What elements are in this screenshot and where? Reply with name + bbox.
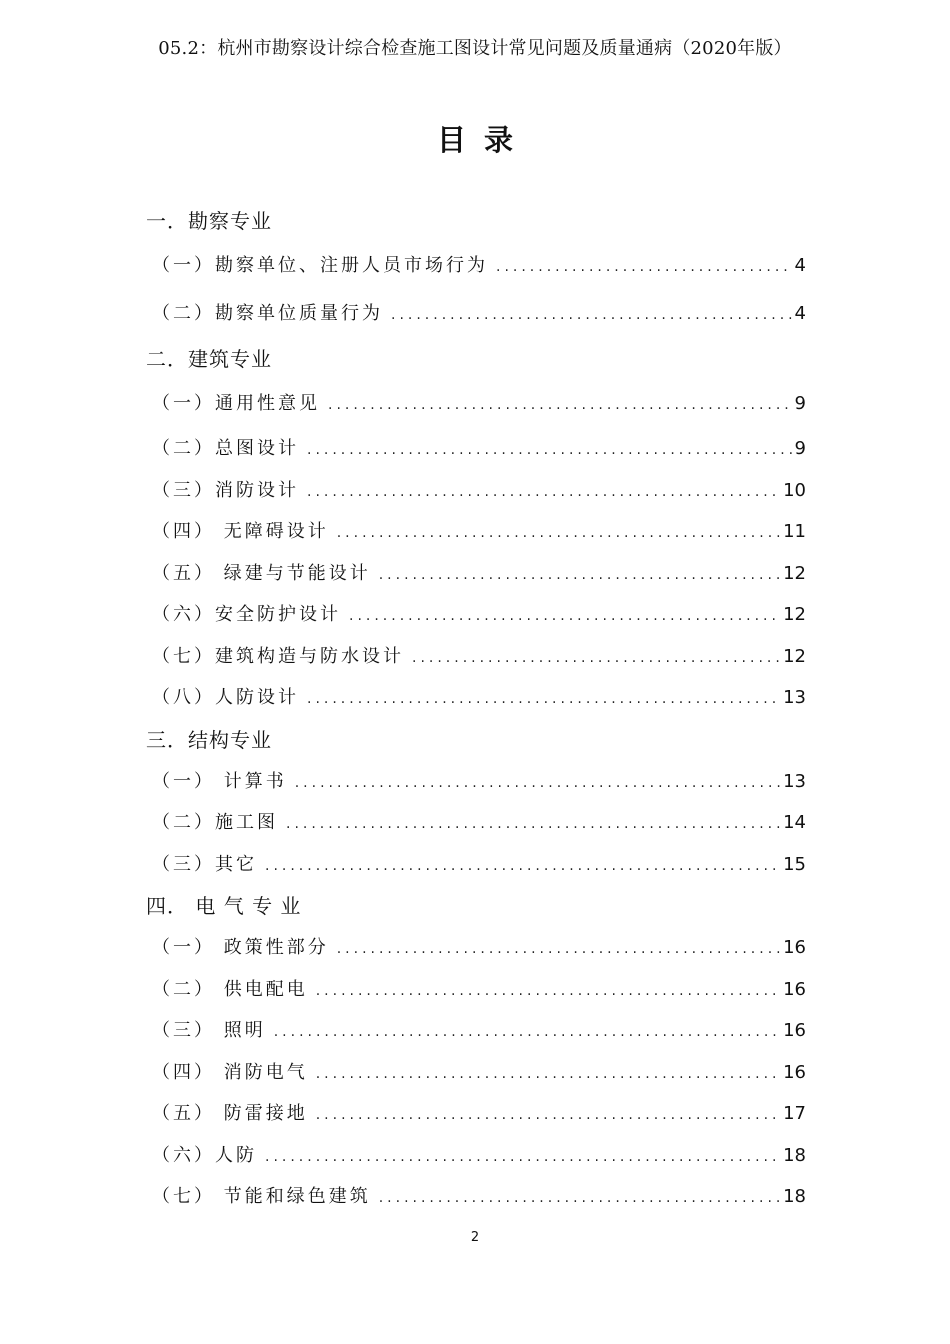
dot-leader [265, 1137, 781, 1179]
toc-entry[interactable] [146, 553, 806, 595]
toc-entry-page: 17 [783, 1103, 806, 1124]
dot-leader [265, 846, 781, 888]
dot-leader [316, 1095, 781, 1137]
dot-leader [337, 929, 781, 971]
toc-entry[interactable] [146, 1093, 806, 1135]
toc-entry[interactable] [146, 594, 806, 636]
dot-leader [391, 291, 793, 339]
toc-entry-label: （二）施工图 [152, 812, 278, 833]
toc-entry-label: （三） 照明 [152, 1020, 266, 1041]
document-header: 05.2：杭州市勘察设计综合检查施工图设计常见问题及质量通病（2020年版） [158, 38, 792, 59]
toc-entry-label: （六）安全防护设计 [152, 604, 341, 625]
section-heading-survey[interactable]: 一．勘察专业 [146, 209, 272, 233]
toc-entry-label: （七）建筑构造与防水设计 [152, 645, 404, 667]
toc-entry-label: （一） 计算书 [152, 770, 287, 792]
toc-entry-label: （五） 绿建与节能设计 [152, 562, 371, 584]
toc-entry-label: （二） 供电配电 [152, 978, 308, 1000]
toc-entry-page: 9 [794, 393, 806, 414]
toc-entry-label: （五） 防雷接地 [152, 1103, 308, 1124]
toc-entry[interactable] [146, 927, 806, 969]
section-heading-architecture[interactable]: 二．建筑专业 [146, 347, 272, 371]
toc-entry-page: 13 [783, 687, 806, 708]
toc-entry-page: 4 [794, 303, 806, 324]
toc-entry-label: （一） 政策性部分 [152, 937, 329, 958]
dot-leader [379, 555, 781, 597]
toc-entry[interactable] [146, 844, 806, 886]
toc-entry[interactable] [146, 761, 806, 803]
toc-entry-page: 14 [783, 812, 806, 833]
toc-entry[interactable] [146, 290, 806, 338]
toc-entry[interactable] [146, 1010, 806, 1052]
toc-entry-label: （七） 节能和绿色建筑 [152, 1186, 371, 1207]
dot-leader [307, 679, 781, 721]
toc-entry-label: （八）人防设计 [152, 687, 299, 708]
toc-entry-page: 12 [783, 562, 806, 584]
toc-entry-page: 18 [783, 1186, 806, 1207]
toc-entry-page: 13 [783, 770, 806, 792]
toc-entry-page: 15 [783, 853, 806, 875]
toc-entry-label: （六）人防 [152, 1144, 257, 1166]
toc-entry[interactable] [146, 636, 806, 678]
page-number: 2 [470, 1230, 480, 1245]
toc-entry[interactable] [146, 802, 806, 844]
table-of-contents [146, 200, 806, 1218]
toc-entry[interactable] [146, 1052, 806, 1094]
toc-entry[interactable] [146, 677, 806, 719]
dot-leader [337, 513, 781, 555]
toc-entry-page: 10 [783, 479, 806, 501]
toc-entry-label: （二）总图设计 [152, 438, 299, 459]
page-title: 目录 [436, 123, 531, 157]
dot-leader [328, 381, 793, 429]
toc-entry-label: （三）其它 [152, 853, 257, 875]
toc-entry[interactable] [146, 1176, 806, 1218]
toc-entry[interactable] [146, 242, 806, 290]
toc-entry-page: 16 [783, 1061, 806, 1083]
dot-leader [379, 1178, 781, 1220]
toc-entry-label: （四） 消防电气 [152, 1061, 308, 1083]
dot-leader [316, 971, 781, 1013]
toc-entry-label: （三）消防设计 [152, 479, 299, 501]
toc-entry-label: （一）通用性意见 [152, 393, 320, 414]
toc-entry-page: 4 [794, 255, 806, 276]
dot-leader [274, 1012, 781, 1054]
dot-leader [412, 638, 781, 680]
toc-entry-page: 11 [783, 521, 806, 542]
toc-entry[interactable] [146, 511, 806, 553]
toc-entry-label: （四） 无障碍设计 [152, 521, 329, 542]
toc-entry-page: 16 [783, 1020, 806, 1041]
toc-entry-page: 12 [783, 645, 806, 667]
toc-entry[interactable] [146, 428, 806, 470]
section-heading-electrical[interactable]: 四． 电 气 专 业 [146, 894, 302, 918]
dot-leader [496, 243, 793, 291]
dot-leader [316, 1054, 781, 1096]
toc-entry-label: （二）勘察单位质量行为 [152, 303, 383, 324]
toc-entry[interactable] [146, 969, 806, 1011]
toc-entry-page: 12 [783, 604, 806, 625]
section-heading-structure[interactable]: 三．结构专业 [146, 727, 272, 752]
dot-leader [307, 430, 793, 472]
dot-leader [295, 763, 781, 805]
toc-entry[interactable] [146, 1135, 806, 1177]
toc-entry-page: 16 [783, 978, 806, 1000]
dot-leader [286, 804, 781, 846]
toc-entry-page: 18 [783, 1144, 806, 1166]
toc-entry[interactable] [146, 470, 806, 512]
toc-entry-label: （一）勘察单位、注册人员市场行为 [152, 255, 488, 276]
toc-entry-page: 16 [783, 937, 806, 958]
toc-entry-page: 9 [794, 438, 806, 459]
toc-entry[interactable] [146, 380, 806, 428]
dot-leader [349, 596, 781, 638]
dot-leader [307, 472, 781, 514]
